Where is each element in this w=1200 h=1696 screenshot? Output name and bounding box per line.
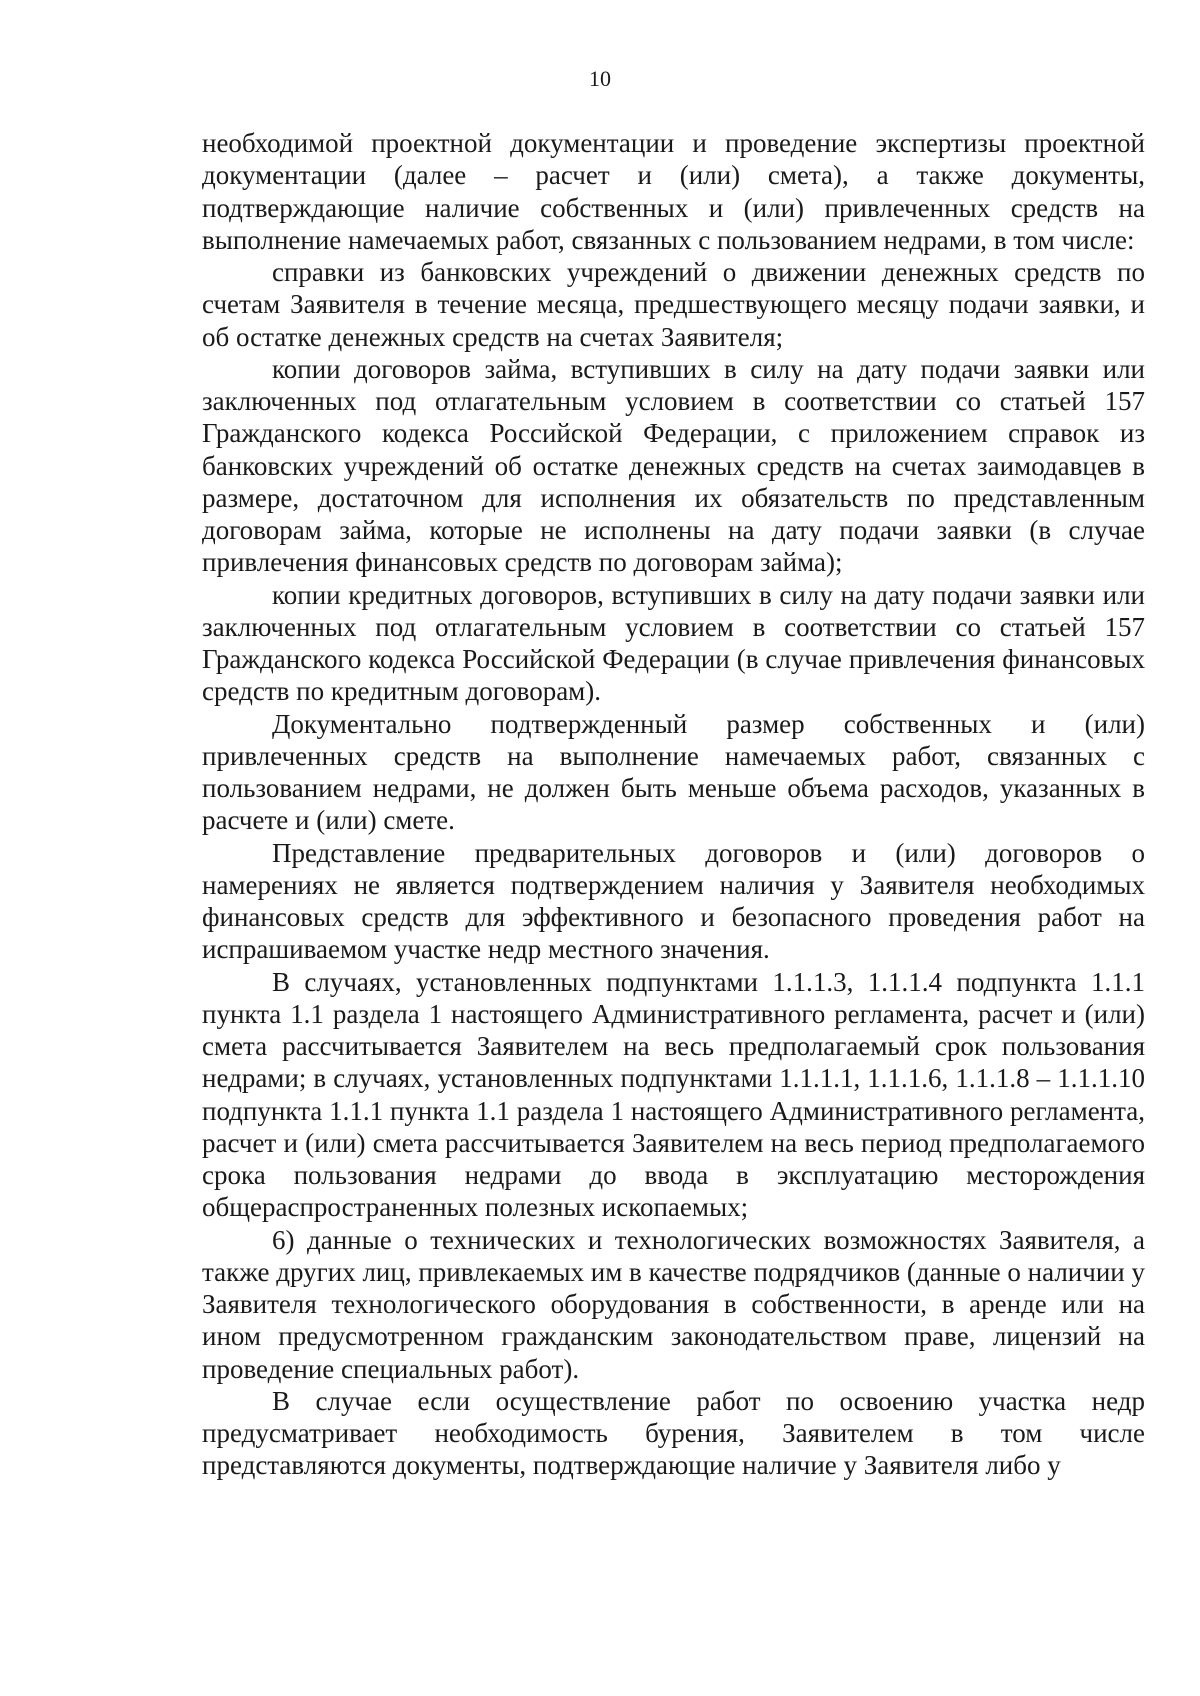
page-number: 10: [589, 66, 611, 91]
paragraph: копии договоров займа, вступивших в силу на дату подачи заявки или заключенных под отлагательным условием в соответствии со статьей 157 Гражданского кодекса Российской Федерации, с приложением справок из банковских учреждений об остатке денежных средств на счетах заимодавцев в размере, достаточном для исполнения их обязательств по представленным договорам займа, которые не исполнены на дату подачи заявки (в случае привлечения финансовых средств по договорам займа);: [202, 353, 1145, 578]
paragraph: Документально подтвержденный размер собственных и (или) привлеченных средств на выполнение намечаемых работ, связанных с пользованием недрами, не должен быть меньше объема расходов, указанных в расчете и (или) смете.: [202, 708, 1145, 836]
paragraph: копии кредитных договоров, вступивших в силу на дату подачи заявки или заключенных под отлагательным условием в соответствии со статьей 157 Гражданского кодекса Российской Федерации (в случае привлечения финансовых средств по кредитным договорам).: [202, 579, 1145, 707]
paragraph: Представление предварительных договоров и (или) договоров о намерениях не является подтверждением наличия у Заявителя необходимых финансовых средств для эффективного и безопасного проведения работ на испрашиваемом участке недр местного значения.: [202, 837, 1145, 965]
paragraph: В случае если осуществление работ по освоению участка недр предусматривает необходимость бурения, Заявителем в том числе представляются документы, подтверждающие наличие у Заявителя либо у: [202, 1385, 1145, 1481]
document-body: [202, 127, 1145, 1482]
paragraph: справки из банковских учреждений о движении денежных средств по счетам Заявителя в течение месяца, предшествующего месяцу подачи заявки, и об остатке денежных средств на счетах Заявителя;: [202, 257, 1145, 352]
paragraph: В случаях, установленных подпунктами 1.1.1.3, 1.1.1.4 подпункта 1.1.1 пункта 1.1 раздела 1 настоящего Административного регламента, расчет и (или) смета рассчитывается Заявителем на весь предполагаемый срок пользования недрами; в случаях, установленных подпунктами 1.1.1.1, 1.1.1.6, 1.1.1.8 – 1.1.1.10 подпункта 1.1.1 пункта 1.1 раздела 1 настоящего Административного регламента, расчет и (или) смета рассчитывается Заявителем на весь период предполагаемого срока пользования недрами до ввода в эксплуатацию месторождения общераспространенных полезных ископаемых;: [202, 966, 1145, 1223]
paragraph: 6) данные о технических и технологических возможностях Заявителя, а также других лиц, привлекаемых им в качестве подрядчиков (данные о наличии у Заявителя технологического оборудования в собственности, в аренде или на ином предусмотренном гражданским законодательством праве, лицензий на проведение специальных работ).: [202, 1224, 1145, 1384]
paragraph: необходимой проектной документации и проведение экспертизы проектной документации (далее – расчет и (или) смета), а также документы, подтверждающие наличие собственных и (или) привлеченных средств на выполнение намечаемых работ, связанных с пользованием недрами, в том числе:: [202, 128, 1145, 255]
